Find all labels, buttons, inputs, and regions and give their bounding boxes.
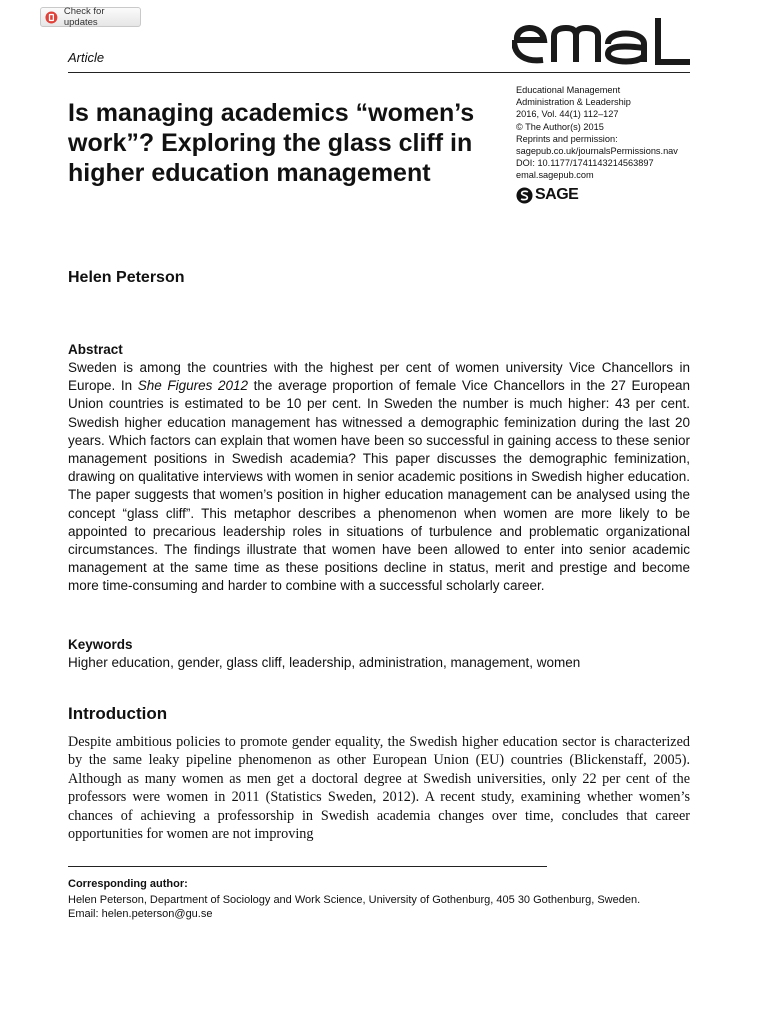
check-for-updates-label: Check for updates [63, 6, 105, 28]
journal-website-link[interactable]: emal.sagepub.com [516, 170, 594, 181]
author-name: Helen Peterson [68, 269, 185, 286]
reprints-label: Reprints and permission: [516, 133, 618, 144]
journal-name-line-2: Administration & Leadership [516, 97, 631, 108]
keywords-list: Higher education, gender, glass cliff, leadership, administration, management, women [68, 655, 581, 670]
footnote-divider [68, 866, 547, 867]
abstract-text-part-1: Sweden is among the countries with the highest per cent of women university Vice Chancellors in Europe. In [68, 360, 690, 394]
journal-volume: 2016, Vol. 44(1) 112–127 [516, 109, 619, 120]
permissions-link[interactable]: sagepub.co.uk/journalsPermissions.nav [516, 146, 678, 157]
corresponding-author-email[interactable]: Email: helen.peterson@gu.se [68, 908, 213, 921]
corresponding-author-heading: Corresponding author: [68, 878, 188, 890]
publisher-logo [516, 186, 578, 204]
introduction-text: Despite ambitious policies to promote gender equality, the Swedish higher education sector is characterized by the same leaky pipeline phenomenon as other European Union (EU) countries (Blickenstaff, 2005). Although as many women as men get a doctoral degree at Swedish universities, only 22 per cent of the professors were women in 2011 (Statistics Sweden, 2012). A recent study, examining whether women’s chances of achieving a professorship in Swedish academia changes over time, concludes that career opportunities for women are not improving [68, 734, 690, 843]
abstract-heading: Abstract [68, 342, 123, 357]
doi-link[interactable]: DOI: 10.1177/1741143214563897 [516, 158, 654, 169]
crossmark-icon [45, 11, 58, 24]
abstract-text [68, 359, 690, 596]
article-title: Is managing academics “women’s work”? Exploring the glass cliff in higher education management [68, 99, 475, 187]
journal-info [516, 84, 716, 182]
publisher-name: SAGE [535, 186, 579, 203]
sage-s-icon [516, 187, 533, 204]
journal-copyright: © The Author(s) 2015 [516, 121, 604, 132]
check-for-updates-button[interactable] [40, 7, 141, 27]
corresponding-author-affiliation: Helen Peterson, Department of Sociology and Work Science, University of Gothenburg, 405 30 Gothenburg, Sweden. [68, 894, 641, 906]
introduction-heading: Introduction [68, 704, 168, 723]
journal-name-line-1: Educational Management [516, 85, 621, 95]
abstract-text-part-2: the average proportion of female Vice Chancellors in the 27 European Union countries is estimated to be 10 per cent. In Sweden the number is much higher: 43 per cent. Swedish higher education management has witnessed a demographic feminization during the last 20 years. Which factors can explain that women have been so successful in gaining access to these senior management positions in Swedish academia? This paper discusses the demographic feminization, drawing on qualitative interviews with women in senior academic positions in Swedish higher education. The paper suggests that women’s position in higher education management can be analysed using the concept “glass cliff”. This metaphor describes a phenomenon when women are more likely to be appointed to precarious leadership roles in situations of turbulence and problematic organizational circumstances. The findings illustrate that women have been allowed to enter into senior academic management at the same time as these positions decline in status, merit and prestige and become more time-consuming and harder to combine with a successful scholarly career. [68, 378, 691, 594]
keywords-heading: Keywords [68, 637, 133, 652]
header-divider [68, 72, 690, 73]
corresponding-author-details [68, 893, 708, 922]
journal-logo [512, 18, 692, 66]
article-type-label: Article [68, 50, 105, 65]
report-title: She Figures 2012 [137, 378, 249, 394]
